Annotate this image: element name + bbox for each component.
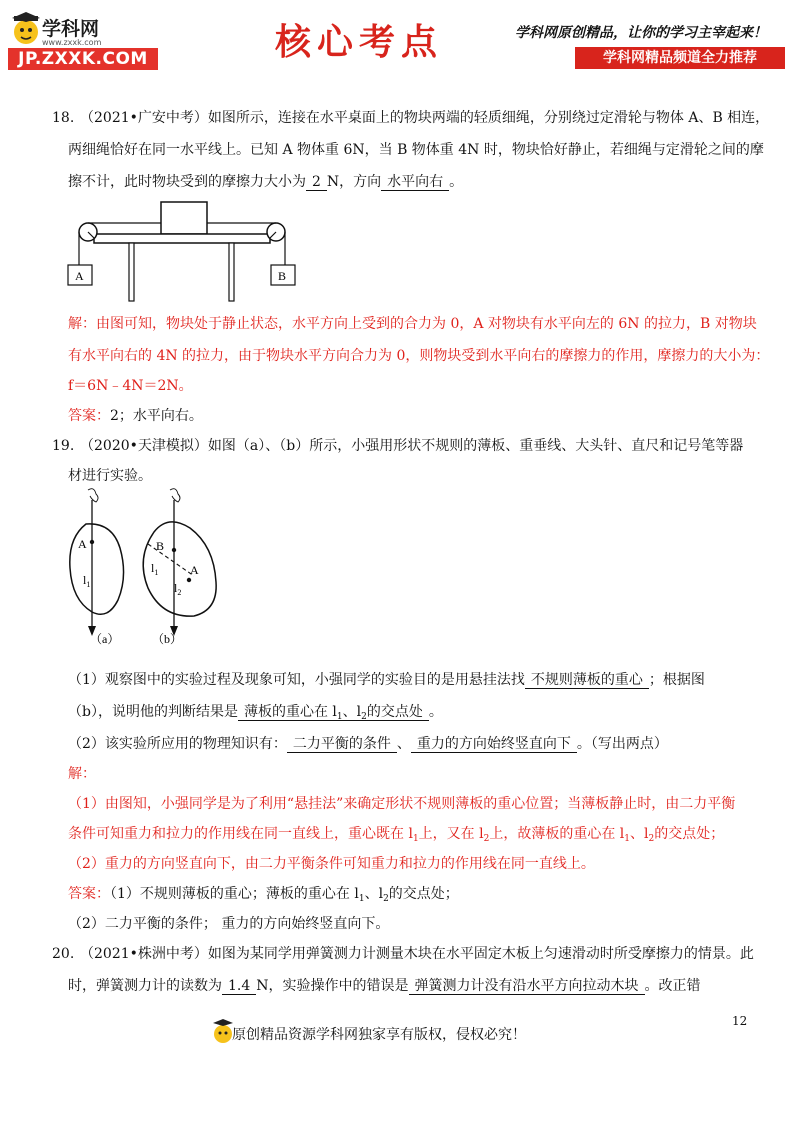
q19-solution-2 xyxy=(68,824,724,849)
q19-solution-2-sub-a: 1 xyxy=(412,834,419,844)
q19-part-1-cont xyxy=(68,702,443,727)
q19-line-2: 材进行实验。 xyxy=(68,468,152,484)
logo-subtitle: www.zxxk.com xyxy=(42,38,102,47)
q19-answer-2: （2）二力平衡的条件； 重力的方向始终竖直向下。 xyxy=(68,916,390,932)
block-a-label: A xyxy=(75,269,84,283)
fig-b-l1-sub: 1 xyxy=(154,568,159,577)
q19-solution-2-b: 上，又在 l xyxy=(418,826,484,842)
fig-a-l1-sub: 1 xyxy=(86,580,91,589)
q20-number: 20. xyxy=(52,946,75,962)
fig-a-l1-letter: l xyxy=(83,573,87,587)
q19-answer-1 xyxy=(68,884,459,909)
q20-blank-error: 弹簧测力计没有沿水平方向拉动木块 xyxy=(409,978,645,995)
q19-answer-1-sub-a: 1 xyxy=(358,894,365,904)
q19-solution-2-c: 上，故薄板的重心在 l xyxy=(489,826,625,842)
q18-line-3-end: 。 xyxy=(449,174,464,190)
q19-answer-1-a: （1）不规则薄板的重心；薄板的重心在 l xyxy=(110,886,359,902)
footer-mascot-icon xyxy=(212,1018,234,1050)
q19-part-1 xyxy=(68,670,705,690)
q19-part-2-text: （2）该实验所应用的物理知识有： xyxy=(68,736,287,752)
fig-a-point-a: A xyxy=(78,537,87,551)
q20-line-1: （2021•株洲中考）如图为某同学用弹簧测力计测量木块在水平固定木板上匀速滑动时所受摩擦力的情景。此 xyxy=(80,946,754,962)
footer-copyright: 原创精品资源学科网独家享有版权，侵权必究！ xyxy=(232,1027,526,1043)
q20-line-2-text: 时，弹簧测力计的读数为 xyxy=(68,978,222,994)
q19-solution-2-sub-c: 1 xyxy=(624,834,631,844)
header xyxy=(0,0,800,80)
q19-part-1-text: （1）观察图中的实验过程及现象可知，小强同学的实验目的是用悬挂法找 xyxy=(68,672,525,688)
page-number: 12 xyxy=(732,1014,748,1028)
q18-answer-blank-1: 2 xyxy=(306,174,327,191)
q18-solution-1: 解：由图可知，物块处于静止状态，水平方向上受到的合力为 0，A 对物块有水平向左的 6N 的拉力，B 对物块 xyxy=(68,316,757,332)
q18-answer-label: 答案： xyxy=(68,408,110,424)
q18-solution-3: f＝6N﹣4N＝2N。 xyxy=(68,378,193,394)
mascot-icon xyxy=(8,10,44,50)
q19-solution-2-d: 、l xyxy=(630,826,649,842)
q18-line-3-text-b: N，方向 xyxy=(326,174,382,190)
q20-blank-reading: 1.4 xyxy=(222,978,256,995)
q18-solution-2: 有水平向右的 4N 的拉力，由于物块水平方向合力为 0，则物块受到水平向右的摩擦力的作用，摩擦力的大小为： xyxy=(68,348,770,364)
q19-part-2 xyxy=(68,734,668,754)
logo-url-banner[interactable]: JP.ZXXK.COM xyxy=(8,48,158,70)
fig-b-l2-sub: 2 xyxy=(177,588,182,597)
q19-part-1-cont-text: （b），说明他的判断结果是 xyxy=(68,704,238,720)
q19-blank-result-a: 薄板的重心在 l xyxy=(243,704,337,720)
fig-b-label: （b） xyxy=(152,632,183,646)
q20-line-2-text-b: N，实验操作中的错误是 xyxy=(256,978,409,994)
figure-b xyxy=(143,489,216,646)
q18-answer xyxy=(68,406,203,426)
q19-blank-result-sub2: 2 xyxy=(361,712,367,722)
q19-answer-1-sub-b: 2 xyxy=(383,894,389,904)
q19-solution-2-e: 的交点处； xyxy=(654,826,725,842)
q19-solution-2-sub-b: 2 xyxy=(483,834,490,844)
q18-answer-text: 2；水平向右。 xyxy=(110,408,203,424)
banner-recommend: 学科网精品频道全力推荐 xyxy=(575,47,785,69)
q20-line-2-end: 。改正错 xyxy=(644,978,701,994)
banner-slogan: 学科网原创精品，让你的学习主宰起来！ xyxy=(515,25,767,41)
q19-figure-plates xyxy=(66,488,226,648)
q18-line-3 xyxy=(68,172,463,192)
q18-line-3-text: 擦不计，此时物块受到的摩擦力大小为 xyxy=(68,174,306,190)
q19-line-1: （2020•天津模拟）如图（a）、（b）所示，小强用形状不规则的薄板、重垂线、大头针、直尺和记号笔等器 xyxy=(80,438,744,454)
q19-solution-2-a: 条件可知重力和拉力的作用线在同一直线上，重心既在 l xyxy=(68,826,413,842)
q19-blank-result xyxy=(238,704,429,721)
q19-blank-result-sub1: 1 xyxy=(336,712,343,722)
q19-solution-1: （1）由图知，小强同学是为了利用“悬挂法”来确定形状不规则薄板的重心位置；当薄板静止时，由二力平衡 xyxy=(68,796,736,812)
q19-solution-label: 解： xyxy=(68,766,96,782)
fig-b-l1-letter: l xyxy=(151,561,155,575)
q19-answer-1-c: 的交点处； xyxy=(388,886,459,902)
fig-b-point-b: B xyxy=(156,539,165,553)
q19-answer-1-b: 、l xyxy=(364,886,384,902)
q19-part-1-cont-end: 。 xyxy=(428,704,443,720)
figure-a xyxy=(70,489,124,646)
q19-blank-center: 不规则薄板的重心 xyxy=(525,672,649,689)
q19-solution-2-sub-d: 2 xyxy=(648,834,655,844)
logo-name: 学科网 xyxy=(42,18,100,40)
fig-b-l2-letter: l xyxy=(174,581,178,595)
block-b-label: B xyxy=(278,269,287,283)
q18-number: 18. xyxy=(52,110,75,126)
q20-line-2 xyxy=(68,976,701,996)
q18-line-2: 两细绳恰好在同一水平线上。已知 A 物体重 6N，当 B 物体重 4N 时，物块恰好静止，若细绳与定滑轮之间的摩 xyxy=(68,142,764,158)
q19-answer-label: 答案： xyxy=(68,886,110,902)
q19-blank-result-c: 的交点处 xyxy=(366,704,423,720)
q18-figure-pulley-table xyxy=(66,198,306,303)
q19-solution-3: （2）重力的方向竖直向下，由二力平衡条件可知重力和拉力的作用线在同一直线上。 xyxy=(68,856,595,872)
q19-blank-knowledge-2: 重力的方向始终竖直向下 xyxy=(411,736,577,753)
q19-part-2-sep: 、 xyxy=(396,736,411,752)
q19-part-1-end: ；根据图 xyxy=(648,672,705,688)
q19-blank-knowledge-1: 二力平衡的条件 xyxy=(287,736,397,753)
q18-answer-blank-2: 水平向右 xyxy=(381,174,449,191)
fig-a-label: （a） xyxy=(90,632,120,646)
q19-part-2-end: 。（写出两点） xyxy=(576,736,668,752)
banner-title: 核心考点 xyxy=(275,21,444,63)
q19-blank-result-b: 、l xyxy=(342,704,362,720)
q19-number: 19. xyxy=(52,438,75,454)
fig-b-point-a: A xyxy=(190,563,199,577)
q18-line-1: （2021•广安中考）如图所示，连接在水平桌面上的物块两端的轻质细绳，分别绕过定滑轮与物体 A、B 相连， xyxy=(80,110,770,126)
